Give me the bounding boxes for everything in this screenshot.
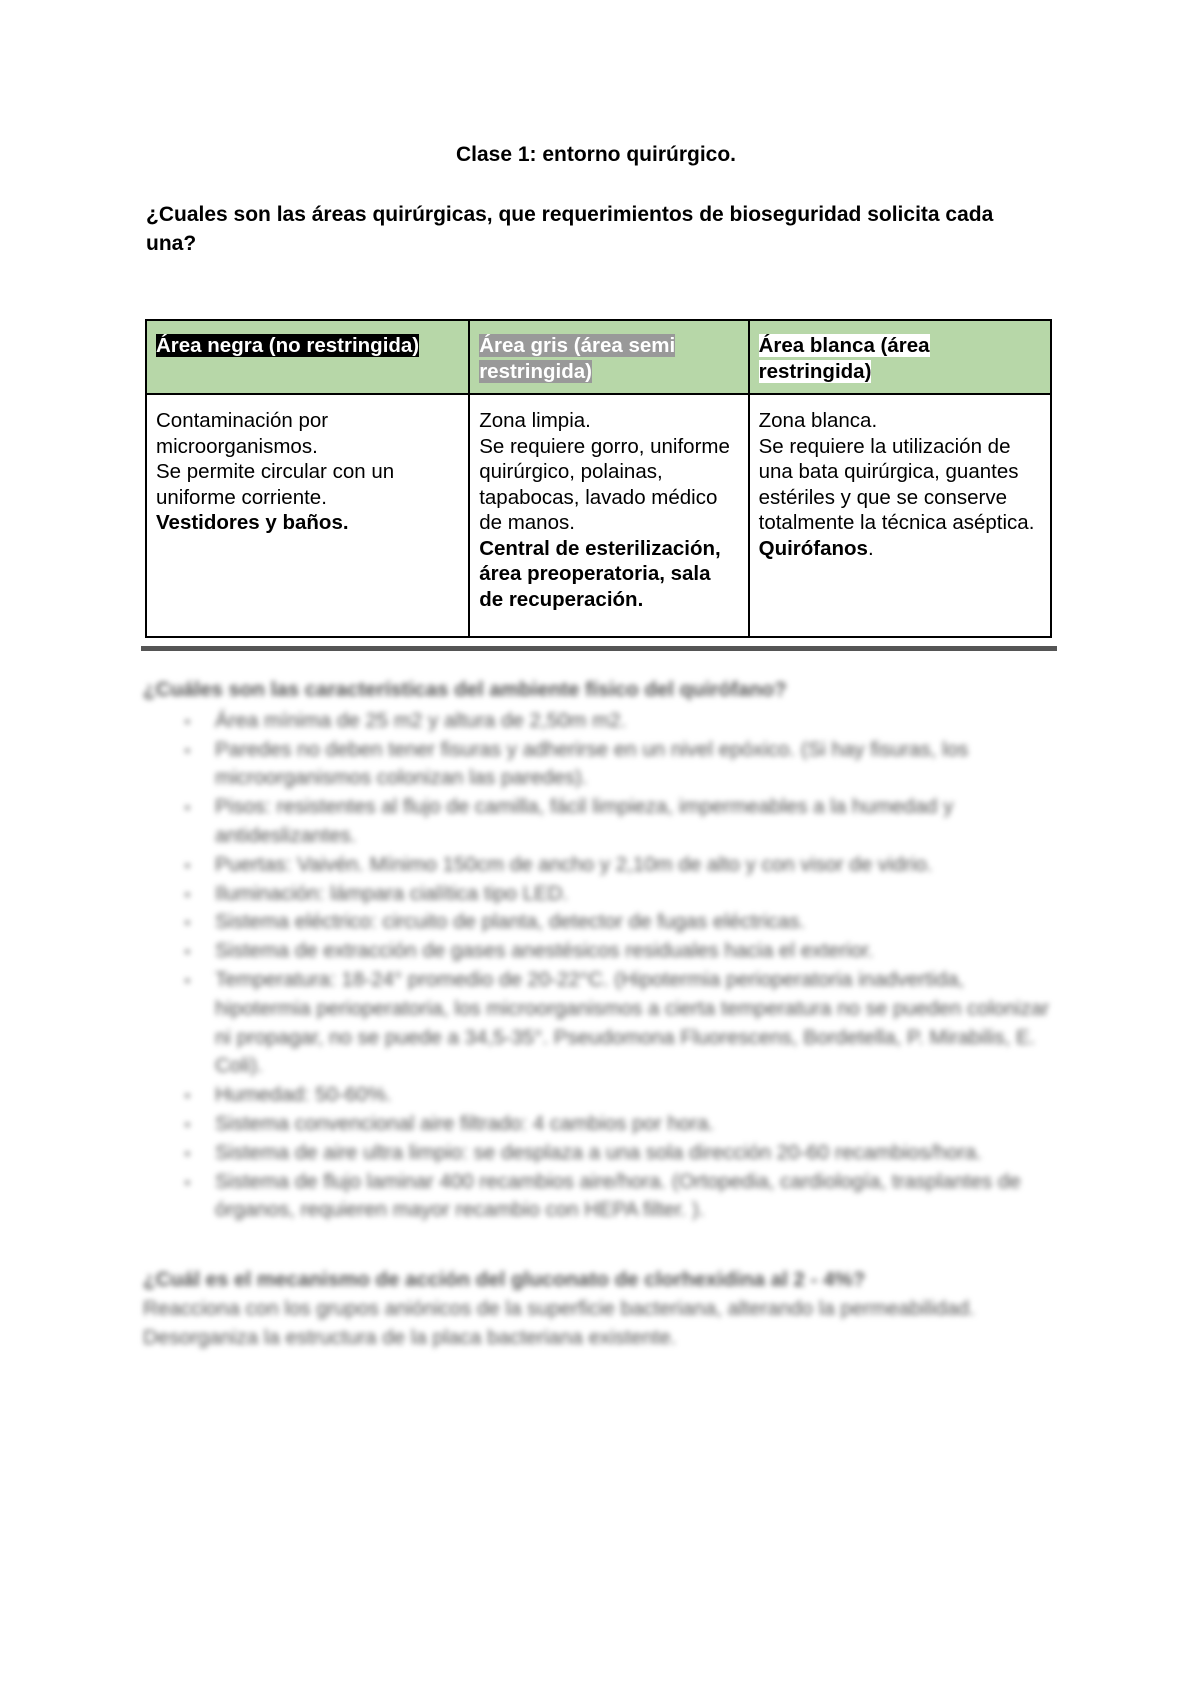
cell-bold-text: Central de esterilización, área preoperatoria, sala de recuperación.	[479, 536, 721, 611]
cell-gray-area	[469, 394, 748, 637]
cell-text: Contaminación por microorganismos.	[156, 409, 329, 458]
header-white-area	[749, 320, 1051, 394]
list-item: ▪ Área mínima de 25 m2 y altura de 2,50m m2.	[215, 707, 1063, 736]
cell-black-area	[146, 394, 469, 637]
section-heading: ¿Cuál es el mecanismo de acción del gluconato de clorhexidina al 2 - 4%?	[143, 1268, 866, 1291]
header-label: Área negra (no restringida)	[156, 334, 420, 357]
document-title: Clase 1: entorno quirúrgico.	[455, 143, 737, 166]
list-item: ▪ Temperatura: 18-24° promedio de 20-22°C. (Hipotermia perioperatoria inadvertida, hipotermia perioperatoria, los microorganismos a cierta temperatura no se pueden colonizar ni propagar, no se puede a 34,5-35°. Pseudomona Fluorescens, Bordetella, P. Mirabilis, E. Coli).	[215, 966, 1063, 1081]
cell-text: Se requiere la utilización de una bata quirúrgica, guantes estériles y que se conserve totalmente la técnica aséptica.	[758, 434, 1035, 534]
cell-tail: .	[867, 536, 874, 560]
cell-white-area	[749, 394, 1051, 637]
blurred-section-chlorhexidine	[143, 1266, 1063, 1352]
list-item: ▪ Sistema convencional aire filtrado: 4 cambios por hora.	[215, 1110, 1063, 1139]
cell-bold-text: Quirófanos	[758, 536, 868, 560]
surgical-areas-table	[145, 319, 1052, 638]
list-item: ▪ Sistema eléctrico: circuito de planta, detector de fugas eléctricas.	[215, 908, 1063, 937]
header-label: Área gris (área semi restringida)	[479, 334, 676, 383]
characteristics-list	[143, 707, 1063, 1225]
list-item: ▪ Sistema de extracción de gases anestésicos residuales hacia el exterior.	[215, 937, 1063, 966]
cell-text: Se requiere gorro, uniforme quirúrgico, polainas, tapabocas, lavado médico de manos.	[479, 434, 730, 534]
list-item: ▪ Puertas: Vaivén. Mínimo 150cm de ancho y 2,10m de alto y con visor de vidrio.	[215, 851, 1063, 880]
section-heading: ¿Cuáles son las características del ambiente físico del quirófano?	[143, 678, 787, 701]
list-item: ▪ Iluminación: lámpara cialítica tipo LED.	[215, 880, 1063, 909]
cell-text: Zona blanca.	[758, 409, 878, 432]
blurred-section-environment	[143, 676, 1063, 1225]
paragraph-line: Desorganiza la estructura de la placa bacteriana existente.	[143, 1325, 677, 1349]
question-heading: ¿Cuales son las áreas quirúrgicas, que requerimientos de bioseguridad solicita cada una?	[146, 203, 994, 255]
header-label: Área blanca (área restringida)	[758, 334, 930, 383]
header-black-area	[146, 320, 469, 394]
table-bottom-rule	[141, 646, 1057, 651]
list-item: ▪ Paredes no deben tener fisuras y adherirse en un nivel epóxico. (Si hay fisuras, los microorganismos colonizan las paredes).	[215, 736, 1063, 794]
list-item: ▪ Sistema de aire ultra limpio: se desplaza a una sola dirección 20-60 recambios/hora.	[215, 1139, 1063, 1168]
list-item: ▪ Humedad: 50-60%.	[215, 1081, 1063, 1110]
table-row	[146, 394, 1051, 637]
table-header-row	[146, 320, 1051, 394]
header-gray-area	[469, 320, 748, 394]
cell-text: Zona limpia.	[479, 409, 591, 432]
list-item: ▪ Sistema de flujo laminar 400 recambios aire/hora. (Ortopedia, cardiología, trasplantes de órganos, requieren mayor recambio con HEPA filter. ).	[215, 1168, 1063, 1226]
cell-bold-text: Vestidores y baños.	[156, 511, 349, 534]
cell-text: Se permite circular con un uniforme corriente.	[156, 460, 395, 509]
paragraph-line: Reacciona con los grupos aniónicos de la superficie bacteriana, alterando la permeabilidad.	[143, 1296, 975, 1320]
list-item: ▪ Pisos: resistentes al flujo de camilla, fácil limpieza, impermeables a la humedad y antideslizantes.	[215, 793, 1063, 851]
